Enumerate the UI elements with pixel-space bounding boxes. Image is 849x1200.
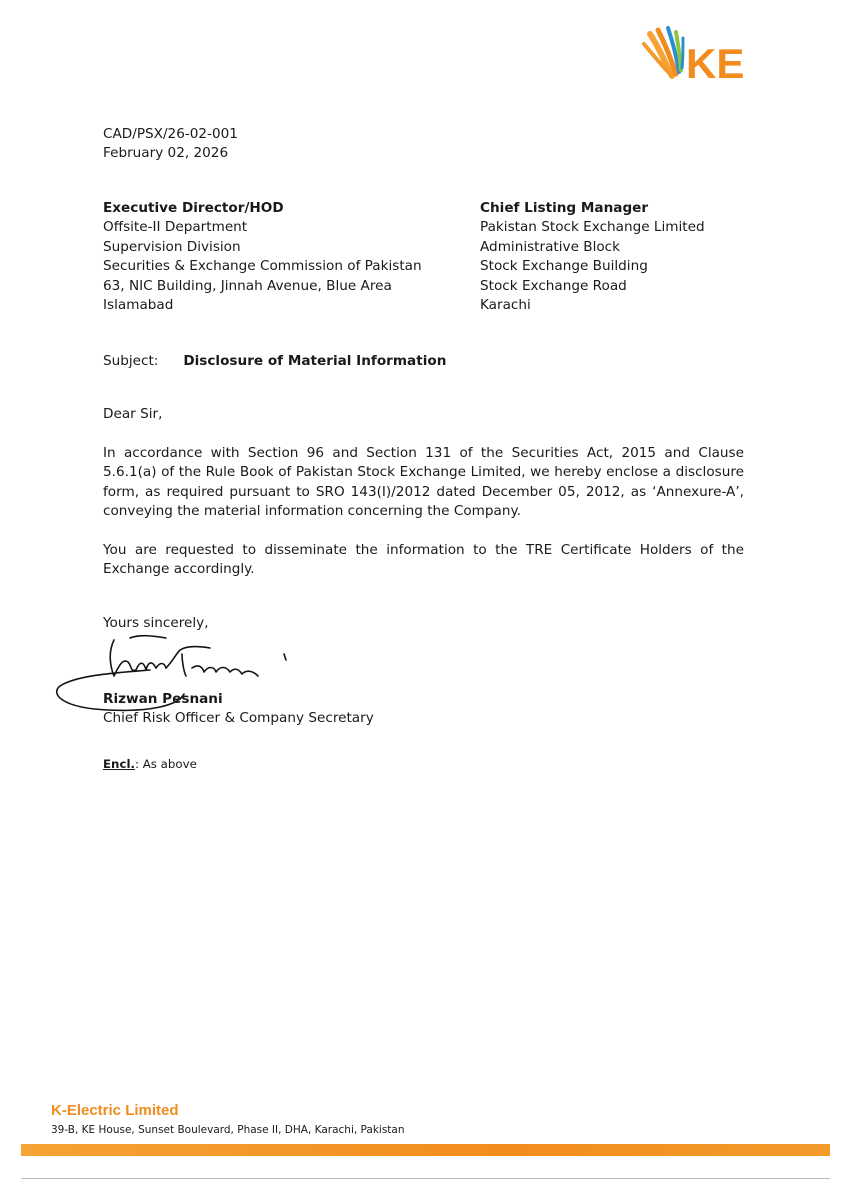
recipient-address-line: Pakistan Stock Exchange Limited — [480, 219, 705, 236]
svg-text:KE: KE — [686, 40, 745, 87]
closing-line: Yours sincerely, — [103, 615, 209, 631]
recipient-psx — [480, 199, 780, 315]
reference-block — [103, 125, 238, 164]
recipient-address-line: Islamabad — [103, 297, 174, 314]
recipient-address-line: Securities & Exchange Commission of Pakistan — [103, 258, 422, 275]
footer-address: 39-B, KE House, Sunset Boulevard, Phase II, DHA, Karachi, Pakistan — [51, 1124, 405, 1136]
recipient-address-line: Supervision Division — [103, 238, 241, 255]
recipient-address-line: Karachi — [480, 297, 531, 314]
recipient-address-line: Administrative Block — [480, 238, 621, 255]
recipient-title: Executive Director/HOD — [103, 200, 284, 216]
recipient-title: Chief Listing Manager — [480, 200, 649, 216]
signatory-name: Rizwan Pesnani — [103, 691, 223, 707]
letter-date: February 02, 2026 — [103, 145, 229, 162]
ke-logo — [642, 26, 772, 88]
subject-text: Disclosure of Material Information — [183, 353, 447, 369]
salutation: Dear Sir, — [103, 406, 163, 422]
enclosure-label: Encl. — [103, 757, 135, 771]
body-paragraph: You are requested to disseminate the information to the TRE Certificate Holders of the Exchange accordingly. — [103, 542, 744, 578]
bottom-divider — [21, 1178, 830, 1179]
reference-number: CAD/PSX/26-02-001 — [103, 126, 238, 142]
subject-label: Subject: — [103, 353, 159, 369]
footer-accent-bar — [21, 1144, 830, 1156]
subject-line — [103, 352, 446, 371]
signatory-title: Chief Risk Officer & Company Secretary — [103, 710, 374, 726]
footer-company-name: K-Electric Limited — [51, 1102, 179, 1119]
enclosure-text: : As above — [134, 757, 197, 771]
body-paragraph: In accordance with Section 96 and Section 131 of the Securities Act, 2015 and Clause 5.6.1(a) of the Rule Book of Pakistan Stock Exchange Limited, we hereby enclose a disclosure form, as required pursuant to SRO 143(I)/2012 dated December 05, 2012, as ‘Annexure-A’, conveying the material information concerning the Company. — [103, 445, 744, 520]
recipient-address-line: Offsite-II Department — [103, 219, 248, 236]
recipient-address-line: Stock Exchange Building — [480, 258, 648, 275]
recipient-address-line: Stock Exchange Road — [480, 277, 627, 294]
recipient-secp — [103, 199, 433, 315]
recipient-address-line: 63, NIC Building, Jinnah Avenue, Blue Area — [103, 277, 392, 294]
enclosure-note — [103, 756, 197, 772]
ke-logo-icon — [642, 26, 772, 88]
